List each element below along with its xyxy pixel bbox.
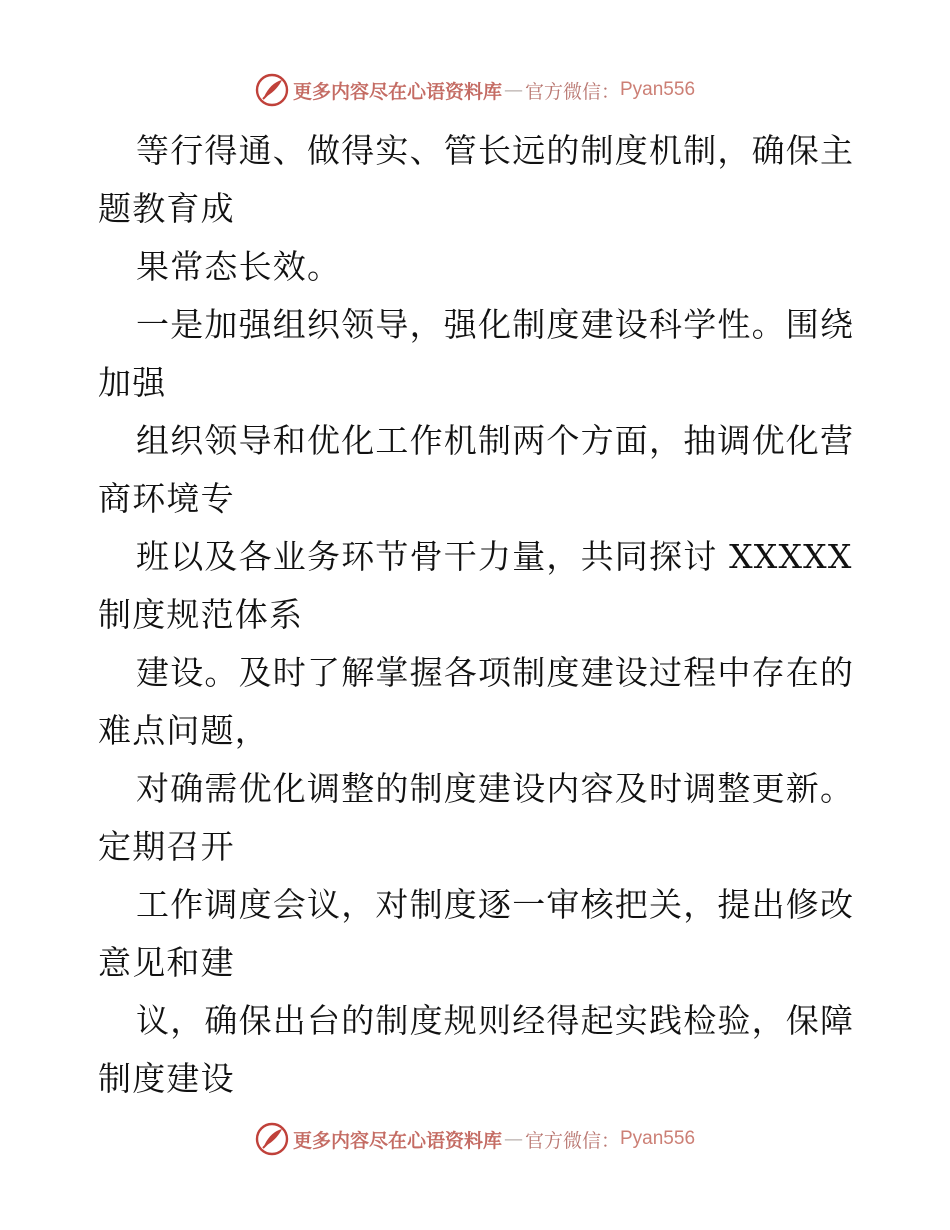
body-line: 意见和建 [98, 943, 235, 982]
watermark-contact-label: 官方微信： [524, 1129, 620, 1152]
body-line: 议，确保出台的制度规则经得起实践检验，保障 [136, 1001, 855, 1040]
body-line: 班以及各业务环节骨干力量，共同探讨 XXXXX [136, 537, 853, 576]
watermark-separator: — [503, 79, 523, 101]
body-line: 制度建设 [98, 1059, 235, 1098]
body-line: 果常态长效。 [136, 247, 342, 286]
body-line: 定期召开 [98, 827, 235, 866]
body-line: 工作调度会议，对制度逐一审核把关，提出修改 [136, 885, 855, 924]
body-line: 加强 [98, 363, 167, 402]
header-watermark [0, 68, 950, 112]
body-line: 对确需优化调整的制度建设内容及时调整更新。 [136, 769, 855, 808]
quill-logo-icon [255, 1122, 289, 1156]
watermark-contact-id: Pyan556 [620, 79, 696, 100]
body-line: 一是加强组织领导，强化制度建设科学性。围绕 [136, 305, 855, 344]
body-line: 组织领导和优化工作机制两个方面，抽调优化营 [136, 421, 855, 460]
footer-watermark [0, 1117, 950, 1161]
watermark-contact-label: 官方微信： [524, 80, 620, 103]
watermark-brand: 更多内容尽在心语资料库 [292, 1129, 502, 1152]
body-line: 商环境专 [98, 479, 235, 518]
quill-logo-icon [255, 73, 289, 107]
watermark-brand: 更多内容尽在心语资料库 [292, 80, 502, 103]
body-line: 制度规范体系 [98, 595, 304, 634]
body-line: 等行得通、做得实、管长远的制度机制，确保主 [136, 131, 855, 170]
body-line: 建设。及时了解掌握各项制度建设过程中存在的 [136, 653, 855, 692]
body-line: 难点问题， [98, 711, 269, 750]
watermark-separator: — [503, 1128, 523, 1150]
watermark-contact-id: Pyan556 [620, 1128, 696, 1149]
document-body [98, 122, 858, 1108]
body-line: 题教育成 [98, 189, 235, 228]
